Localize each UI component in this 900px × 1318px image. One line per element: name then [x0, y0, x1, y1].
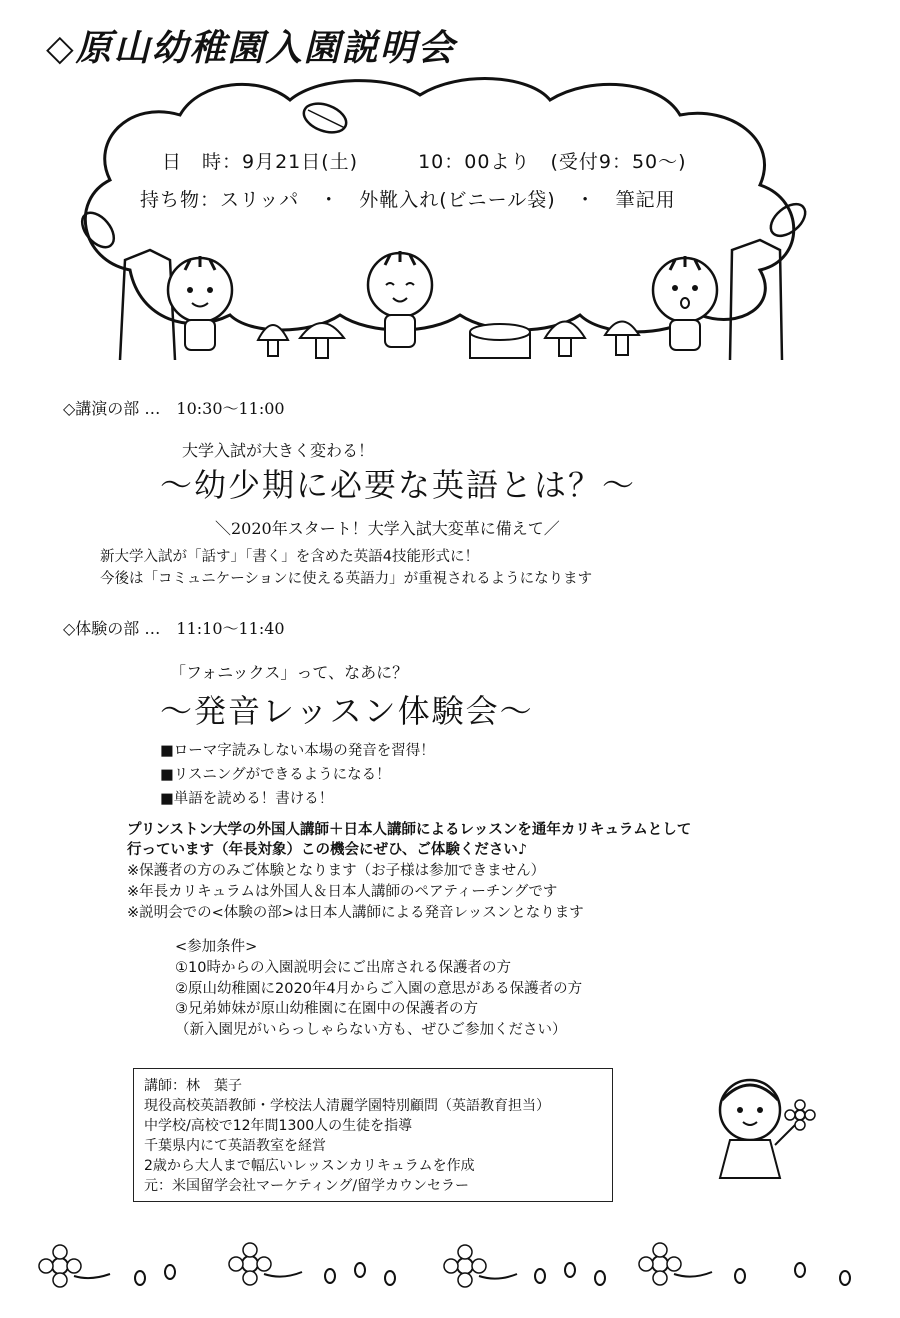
tree-cloud-illustration: [60, 70, 840, 370]
condition-item: ③兄弟姉妹が原山幼稚園に在園中の保護者の方: [175, 1001, 478, 1017]
notice-note: ※年長カリキュラムは外国人＆日本人講師のペアティーチングです: [127, 884, 558, 900]
instructor-line: 講師：林 葉子: [144, 1078, 242, 1094]
squirrel-icon: [368, 251, 432, 347]
lecture-line: 新大学入試が「話す」「書く」を含めた英語4技能形式に！: [100, 549, 479, 565]
lecture-line: 今後は「コミュニケーションに使える英語力」が重視されるようになります: [100, 571, 593, 587]
trial-bullet: ■単語を読める！書ける！: [160, 791, 334, 807]
lecture-subtitle: ＼2020年スタート！大学入試大変革に備えて／: [215, 519, 560, 538]
trial-bullet: ■リスニングができるようになる！: [160, 767, 391, 783]
leaf-icon: [76, 207, 120, 253]
notice-note: ※説明会での<体験の部>は日本人講師による発音レッスンとなります: [127, 905, 584, 921]
girl-icon: [700, 1070, 830, 1190]
stump-icon: [470, 324, 530, 358]
notice-bold-line: 行っています（年長対象）この機会にぜひ、ご体験ください♪: [127, 842, 528, 858]
trial-title: 〜発音レッスン体験会〜: [160, 692, 534, 730]
trial-kicker: 「フォニックス」って、なあに？: [170, 663, 409, 682]
instructor-line: 元：米国留学会社マーケティング/留学カウンセラー: [144, 1178, 470, 1194]
event-date: 日 時：9月21日(土) 10：00より (受付9：50〜): [162, 151, 687, 173]
flower-icon: [785, 1100, 815, 1130]
squirrel-icon: [168, 256, 232, 350]
instructor-line: 2歳から大人まで幅広いレッスンカリキュラムを作成: [144, 1158, 475, 1174]
flower-border: [30, 1236, 870, 1296]
lecture-heading: ◇講演の部 … 10:30〜11:00: [63, 399, 285, 418]
page-title: ◇原山幼稚園入園説明会: [46, 28, 456, 69]
notice-bold-line: プリンストン大学の外国人講師＋日本人講師によるレッスンを通年カリキュラムとして: [127, 822, 692, 838]
condition-item: （新入園児がいらっしゃらない方も、ぜひご参加ください）: [175, 1022, 567, 1038]
flower-icon: [39, 1245, 110, 1287]
flower-icon: [444, 1245, 517, 1287]
condition-item: ②原山幼稚園に2020年4月からご入園の意思がある保護者の方: [175, 981, 583, 997]
flower-icon: [639, 1243, 712, 1285]
mushroom-icon: [605, 322, 639, 356]
conditions-heading: <参加条件>: [175, 939, 258, 955]
instructor-line: 中学校/高校で12年間1300人の生徒を指導: [144, 1118, 413, 1134]
condition-item: ①10時からの入園説明会にご出席される保護者の方: [175, 960, 511, 976]
lecture-title: 〜幼少期に必要な英語とは？〜: [160, 466, 637, 504]
leaf-icon: [300, 98, 350, 137]
notice-note: ※保護者の方のみご体験となります（お子様は参加できません）: [127, 863, 546, 879]
lecture-kicker: 大学入試が大きく変わる！: [182, 441, 375, 460]
instructor-line: 現役高校英語教師・学校法人清麗学園特別顧問（英語教育担当）: [144, 1098, 550, 1114]
trial-bullet: ■ローマ字読みしない本場の発音を習得！: [160, 743, 435, 759]
instructor-box: [133, 1068, 613, 1202]
flower-icon: [229, 1243, 302, 1285]
trial-heading: ◇体験の部 … 11:10〜11:40: [63, 619, 285, 638]
squirrel-icon: [653, 256, 717, 350]
event-items: 持ち物：スリッパ ・ 外靴入れ(ビニール袋) ・ 筆記用: [140, 189, 676, 211]
instructor-line: 千葉県内にて英語教室を経営: [144, 1138, 326, 1154]
